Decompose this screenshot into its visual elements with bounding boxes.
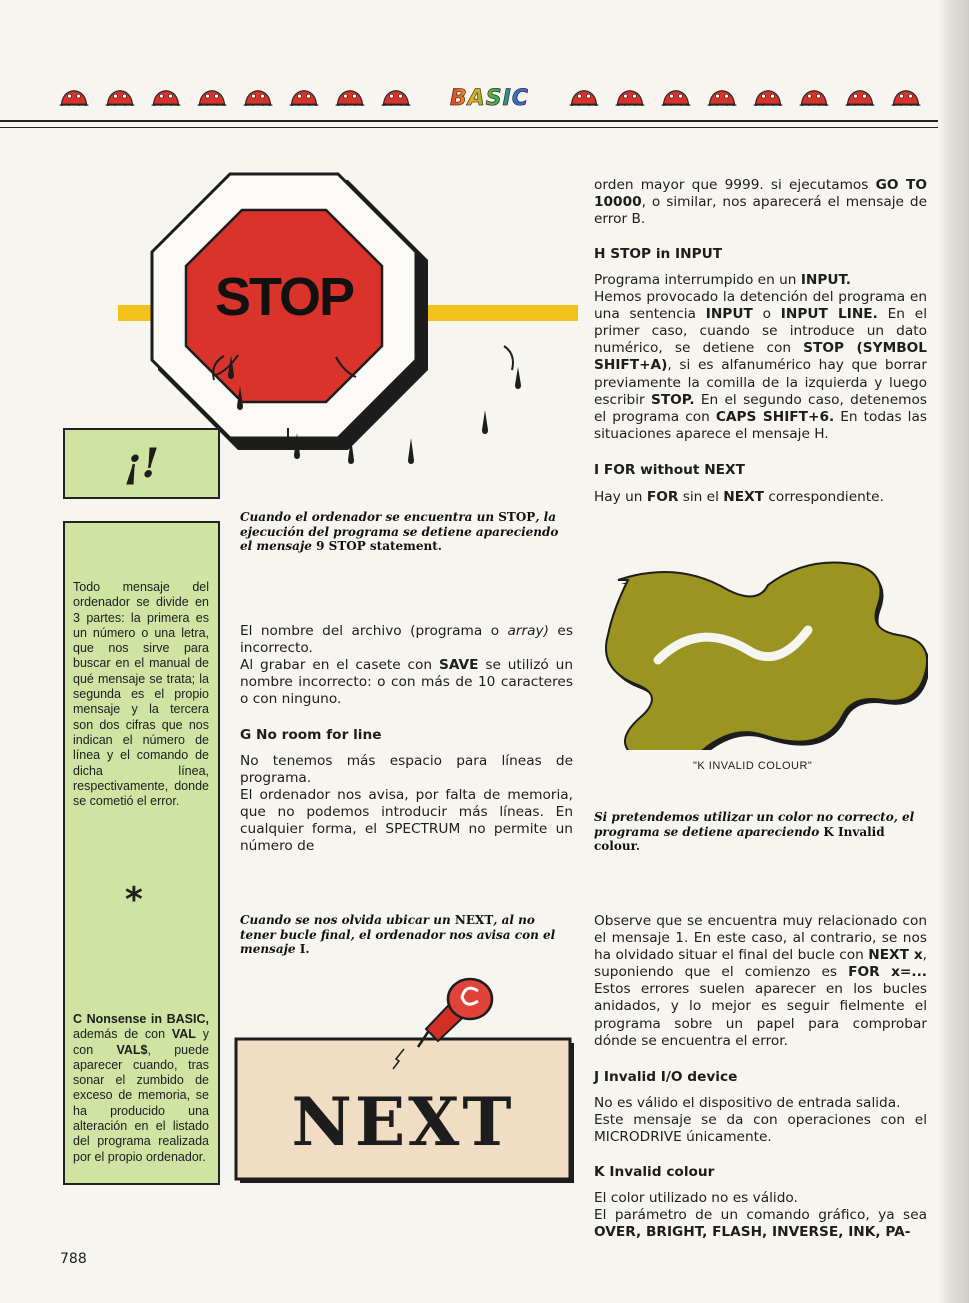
page-number: 788 [60,1251,87,1267]
bug-icon [660,88,692,106]
middle-text-g: No tenemos más espacio para líneas de programa. El ordenador nos avisa, por falta de memoria, que no podemos introducir más líneas. En cualquier forma, el SPECTRUM no permite un número de [240,753,573,855]
bug-icon [752,88,784,106]
bug-icon [568,88,600,106]
basic-logo: BASIC [450,86,540,110]
right-text-i: Hay un FOR sin el NEXT correspondiente. [594,489,884,505]
stop-caption: Cuando el ordenador se encuentra un STOP, la ejecución del programa se detiene apareciendo el mensaje 9 STOP statement. [240,510,559,553]
heading-i: I FOR without NEXT [594,462,745,478]
bug-icon [380,88,412,106]
bug-icon [798,88,830,106]
bug-icon [58,88,90,106]
heading-g: G No room for line [240,727,382,743]
bug-icon [334,88,366,106]
middle-text-file: El nombre del archivo (programa o array) es incorrecto. Al grabar en el casete con SAVE se utilizó un nombre incorrecto: o con más de 10 caracteres o con ninguno. [240,623,573,708]
page-fold-edge [938,0,969,1303]
next-card-text: NEXT [291,1083,515,1161]
heading-k: K Invalid colour [594,1164,715,1180]
paint-splash-illustration [598,550,928,750]
right-text-h: Programa interrumpido en un INPUT. Hemos provocado la detención del programa en una sentencia INPUT o INPUT LINE. En el primer caso, cuando se introduce un dato numérico, se detiene con STOP (SYMBOL SHIFT+A), si es alfanumérico hay que borrar previamente la comilla de la izquierda y luego escribir STOP. En el segundo caso, detenemos el programa con CAPS SHIFT+6. En todas las situaciones aparece el mensaje H. [594,272,928,442]
bug-icon [614,88,646,106]
right-text-j: No es válido el dispositivo de entrada salida. Este mensaje se da con operaciones con el MICRODRIVE únicamente. [594,1095,927,1146]
asterisk-icon: * [125,880,143,920]
bug-icon [104,88,136,106]
next-card-illustration [232,965,577,1185]
header-rule-top [0,120,969,122]
bug-icon [242,88,274,106]
right-text-k: El color utilizado no es válido. El parámetro de un comando gráfico, ya sea OVER, BRIGHT, FLASH, INVERSE, INK, PA- [594,1190,927,1241]
next-caption: Cuando se nos olvida ubicar un NEXT, al no tener bucle final, el ordenador nos avisa con el mensaje I. [240,913,556,956]
k-caption: Si pretendemos utilizar un color no correcto, el programa se detiene apareciendo K Invalid colour. [594,810,915,853]
sidebar-note: Todo mensaje del ordenador se divide en 3 partes: la primera es un número o una letra, que nos sirve para buscar en el manual de qué mensaje se trata; la segunda es el propio mensaje y la tercera son dos cifras que nos indican el número de línea y el comando de dicha línea, respectivamente, donde se cometió el error. [73,580,209,809]
bug-icon [150,88,182,106]
sidebar-c-entry: C Nonsense in BASIC, además de con VAL y con VAL$, puede aparecer cuando, tras sonar el zumbido de exceso de memoria, se ha producido una alteración en el listado del programa realizada por el propio ordenador. [73,1012,209,1164]
bug-icon [706,88,738,106]
heading-h: H STOP in INPUT [594,246,723,262]
invalid-colour-label: "K INVALID COLOUR" [693,760,813,772]
bug-icon [196,88,228,106]
right-text-observe: Observe que se encuentra muy relacionado con el mensaje 1. En este caso, al contrario, se nos ha olvidado situar el final del bucle con NEXT x, suponiendo que el comienzo es FOR x=... Estos errores suelen aparecer en los bucles anidados, y lo mejor es seguir fielmente el programa sobre un papel para comprobar dónde se encuentra el error. [594,913,928,1049]
bug-icon [844,88,876,106]
bug-icon [890,88,922,106]
exclamation-box: ¡! [63,428,220,499]
heading-j: J Invalid I/O device [594,1069,738,1085]
header-rule-bottom [0,127,969,128]
stop-sign-text: STOP [214,267,354,327]
right-text-intro: orden mayor que 9999. si ejecutamos GO TO 10000, o similar, nos aparecerá el mensaje de error B. [594,177,927,228]
bug-icon [288,88,320,106]
